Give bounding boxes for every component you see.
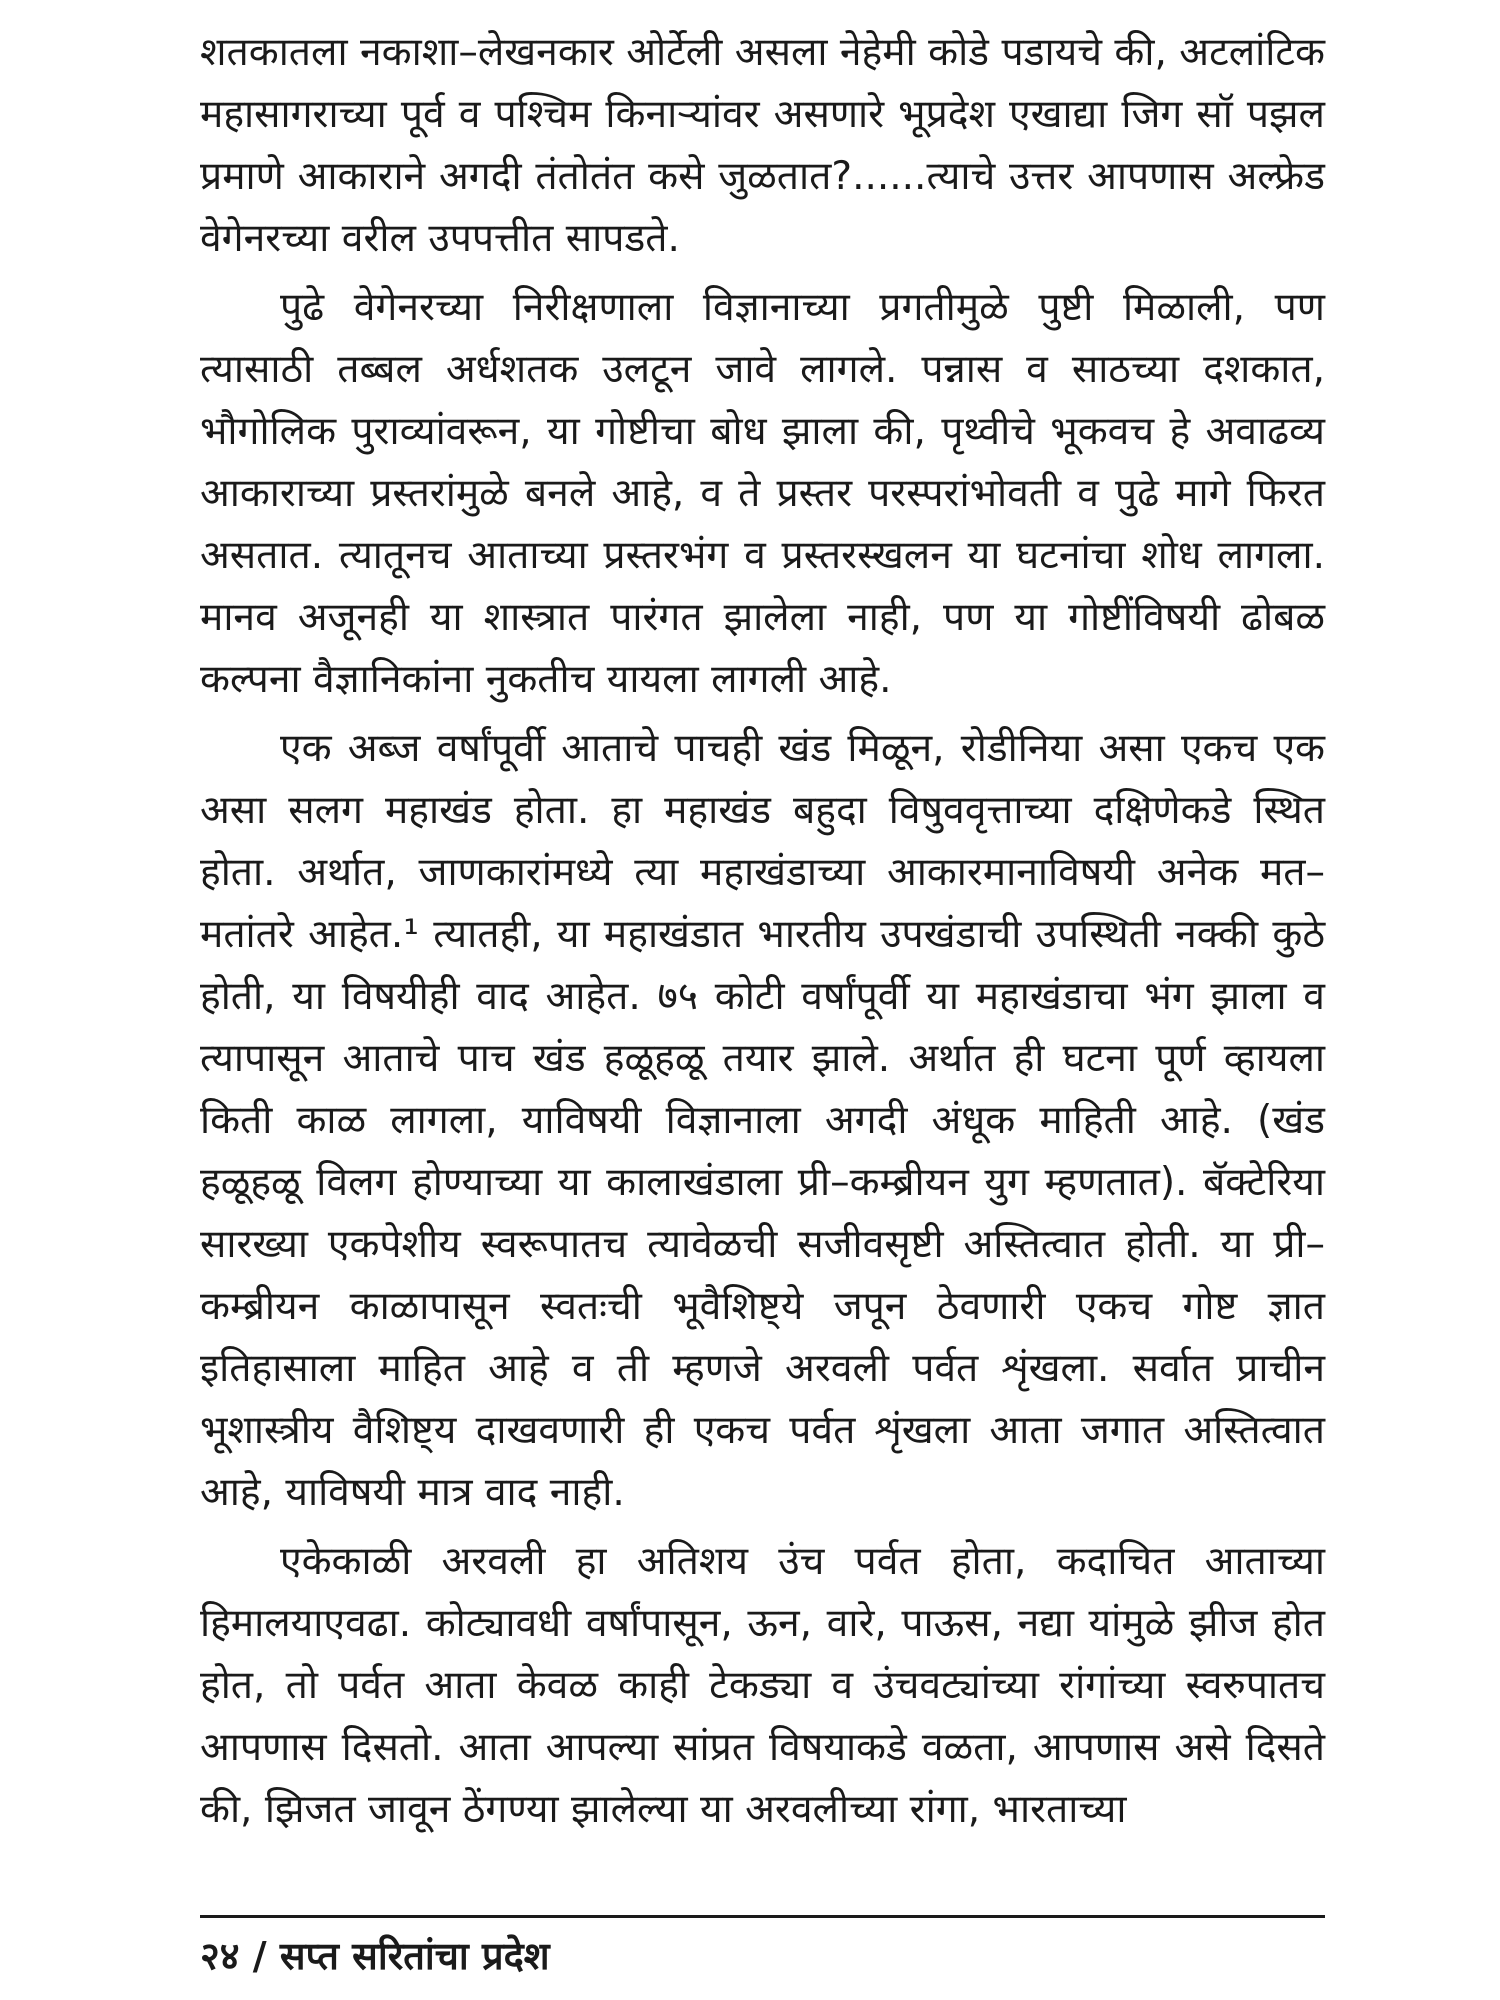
- page-footer: [200, 1928, 550, 1984]
- paragraph-3: एक अब्ज वर्षांपूर्वी आताचे पाचही खंड मिळून, रोडीनिया असा एकच एक असा सलग महाखंड होता. हा महाखंड बहुदा विषुववृत्ताच्या दक्षिणेकडे स्थित होता. अर्थात, जाणकारांमध्ये त्या महाखंडाच्या आकारमानाविषयी अनेक मत–मतांतरे आहेत.¹ त्यातही, या महाखंडात भारतीय उपखंडाची उपस्थिती नक्की कुठे होती, या विषयीही वाद आहेत. ७५ कोटी वर्षांपूर्वी या महाखंडाचा भंग झाला व त्यापासून आताचे पाच खंड हळूहळू तयार झाले. अर्थात ही घटना पूर्ण व्हायला किती काळ लागला, याविषयी विज्ञानाला अगदी अंधूक माहिती आहे. (खंड हळूहळू विलग होण्याच्या या कालाखंडाला प्री–कम्ब्रीयन युग म्हणतात). बॅक्टेरिया सारख्या एकपेशीय स्वरूपातच त्यावेळची सजीवसृष्टी अस्तित्वात होती. या प्री–कम्ब्रीयन काळापासून स्वतःची भूवैशिष्ट्ये जपून ठेवणारी एकच गोष्ट ज्ञात इतिहासाला माहित आहे व ती म्हणजे अरवली पर्वत शृंखला. सर्वात प्राचीन भूशास्त्रीय वैशिष्ट्य दाखवणारी ही एकच पर्वत शृंखला आता जगात अस्तित्वात आहे, याविषयी मात्र वाद नाही.: [200, 726, 1325, 1515]
- paragraph-2: पुढे वेगेनरच्या निरीक्षणाला विज्ञानाच्या प्रगतीमुळे पुष्टी मिळाली, पण त्यासाठी तब्बल अर्धशतक उलटून जावे लागले. पन्नास व साठच्या दशकात, भौगोलिक पुराव्यांवरून, या गोष्टीचा बोध झाला की, पृथ्वीचे भूकवच हे अवाढव्य आकाराच्या प्रस्तरांमुळे बनले आहे, व ते प्रस्तर परस्परांभोवती व पुढे मागे फिरत असतात. त्यातूनच आताच्या प्रस्तरभंग व प्रस्तरस्खलन या घटनांचा शोध लागला. मानव अजूनही या शास्त्रात पारंगत झालेला नाही, पण या गोष्टींविषयी ढोबळ कल्पना वैज्ञानिकांना नुकतीच यायला लागली आहे.: [200, 285, 1325, 702]
- paragraph-4: एकेकाळी अरवली हा अतिशय उंच पर्वत होता, कदाचित आताच्या हिमालयाएवढा. कोट्यावधी वर्षांपासून, ऊन, वारे, पाऊस, नद्या यांमुळे झीज होत होत, तो पर्वत आता केवळ काही टेकड्या व उंचवट्यांच्या रांगांच्या स्वरुपातच आपणास दिसतो. आता आपल्या सांप्रत विषयाकडे वळता, आपणास असे दिसते की, झिजत जावून ठेंगण्या झालेल्या या अरवलीच्या रांगा, भारताच्या: [200, 1539, 1325, 1832]
- footer-divider: [200, 1915, 1325, 1918]
- book-page: [200, 0, 1325, 2000]
- footer-separator: /: [252, 1934, 267, 1978]
- book-title: सप्त सरितांचा प्रदेश: [279, 1934, 550, 1978]
- paragraph-1: शतकातला नकाशा–लेखनकार ओर्टेली असला नेहेमी कोडे पडायचे की, अटलांटिक महासागराच्या पूर्व व पश्चिम किनाऱ्यांवर असणारे भूप्रदेश एखाद्या जिग सॉ पझल प्रमाणे आकाराने अगदी तंतोतंत कसे जुळतात?......त्याचे उत्तर आपणास अल्फ्रेड वेगेनरच्या वरील उपपत्तीत सापडते.: [200, 30, 1325, 261]
- page-number: २४: [200, 1934, 240, 1978]
